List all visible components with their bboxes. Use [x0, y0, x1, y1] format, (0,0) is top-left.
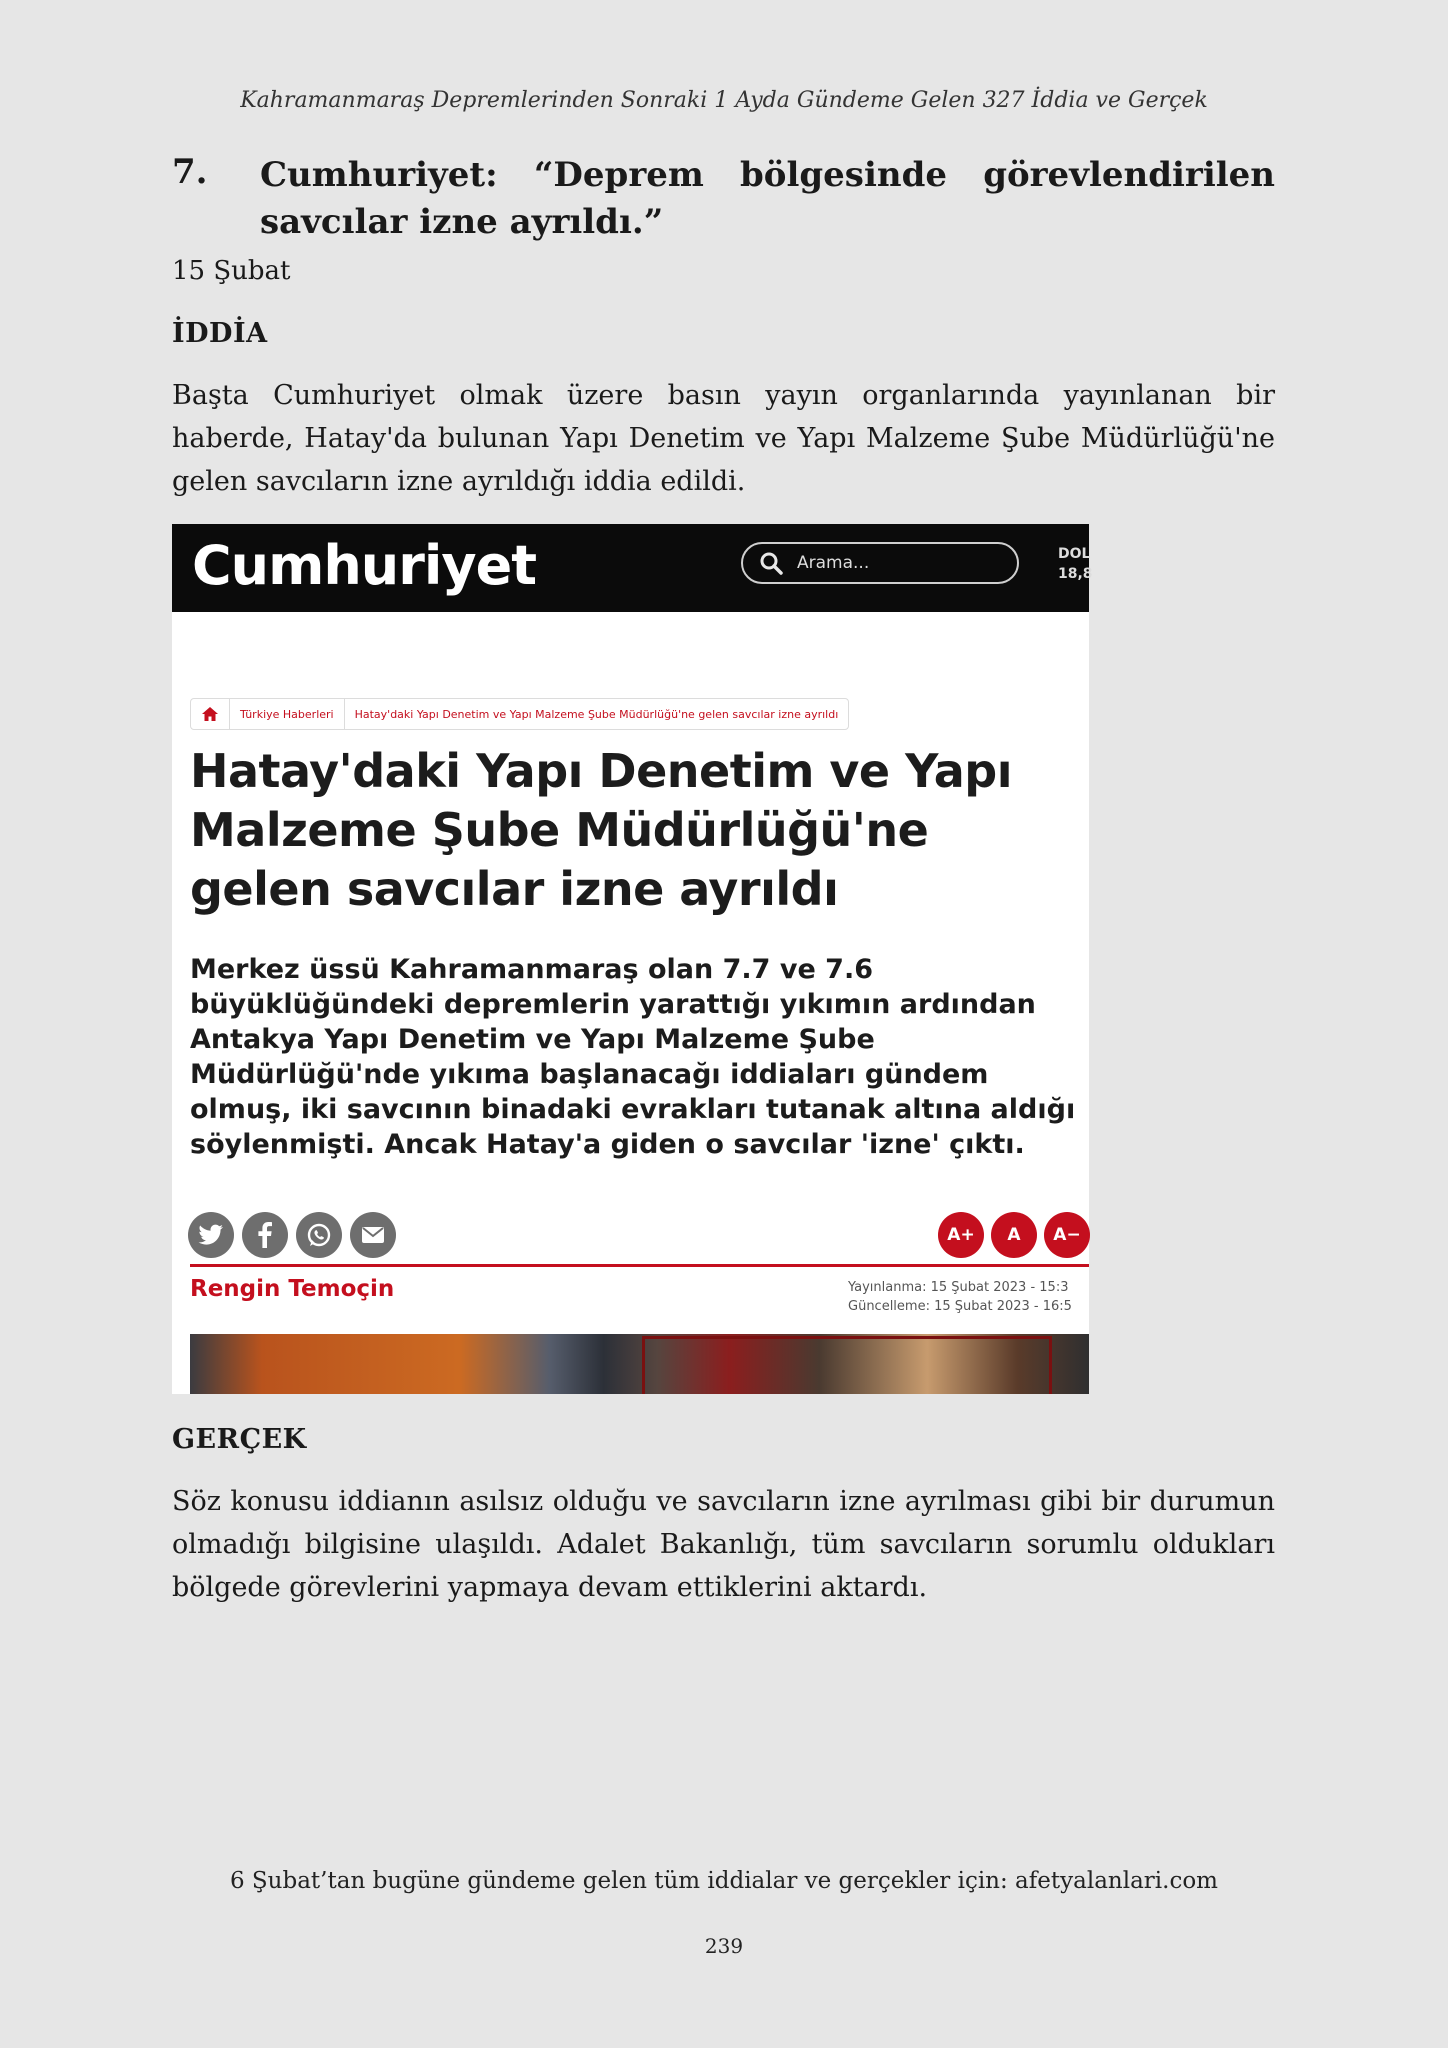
share-icons — [188, 1212, 396, 1258]
news-divider — [190, 1264, 1089, 1267]
home-icon — [201, 706, 219, 722]
fact-heading: GERÇEK — [172, 1424, 307, 1455]
news-publish-info — [848, 1278, 1108, 1316]
ticker-line-2: 18,8 — [1058, 566, 1093, 582]
running-header: Kahramanmaraş Depremlerinden Sonraki 1 Ayda Gündeme Gelen 327 İddia ve Gerçek — [240, 88, 1208, 113]
claim-text: Başta Cumhuriyet olmak üzere basın yayın organlarında yayınlanan bir haberde, Hatay'da bulunan Yapı Denetim ve Yapı Malzeme Şube Müdürlüğü'ne gelen savcıların izne ayrıldığı iddia edildi. — [172, 380, 1275, 497]
claim-title: Cumhuriyet: “Deprem bölgesinde görevlendirilen savcılar izne ayrıldı.” — [260, 155, 1275, 242]
ticker-line-1: DOL — [1058, 546, 1091, 562]
news-author: Rengin Temoçin — [190, 1276, 395, 1302]
news-corner-ticker — [1058, 544, 1093, 584]
email-icon — [350, 1212, 396, 1258]
font-size-buttons — [938, 1212, 1090, 1258]
search-icon — [759, 551, 783, 575]
breadcrumb-category: Türkiye Haberleri — [230, 699, 345, 729]
claim-heading: İDDİA — [172, 318, 268, 349]
page-number: 239 — [704, 1934, 744, 1958]
breadcrumb-home — [191, 699, 230, 729]
whatsapp-icon — [296, 1212, 342, 1258]
fact-text: Söz konusu iddianın asılsız olduğu ve savcıların izne ayrılması gibi bir durumun olmadığı bilgisine ulaşıldı. Adalet Bakanlığı, tüm savcıların sorumlu oldukları bölgede görevlerini yapmaya devam ettiklerini aktardı. — [172, 1486, 1275, 1603]
claim-number: 7. — [172, 152, 208, 192]
facebook-icon — [242, 1212, 288, 1258]
news-photo-inset — [642, 1336, 1052, 1394]
font-increase-button: A+ — [938, 1212, 984, 1258]
breadcrumb — [190, 698, 849, 730]
breadcrumb-article: Hatay'daki Yapı Denetim ve Yapı Malzeme Şube Müdürlüğü'ne gelen savcılar izne ayrıldı — [354, 707, 839, 721]
news-topbar — [172, 524, 1093, 612]
news-search-placeholder: Arama... — [797, 553, 870, 573]
news-logo: Cumhuriyet — [192, 534, 537, 597]
footer-note: 6 Şubat’tan bugüne gündeme gelen tüm iddialar ve gerçekler için: afetyalanlari.com — [229, 1868, 1218, 1894]
news-search-box — [741, 542, 1019, 584]
news-lead: Merkez üssü Kahramanmaraş olan 7.7 ve 7.6 büyüklüğündeki depremlerin yarattığı yıkımın ardından Antakya Yapı Denetim ve Yapı Malzeme Şube Müdürlüğü'nde yıkıma başlanacağı iddiaları gündem olmuş, iki savcının binadaki evrakları tutanak altına aldığı söylenmişti. Ancak Hatay'a giden o savcılar 'izne' çıktı. — [190, 954, 1076, 1160]
news-updated: Güncelleme: 15 Şubat 2023 - 16:5 — [848, 1299, 1072, 1314]
claim-title-row — [172, 152, 1275, 246]
news-screenshot — [172, 524, 1093, 1394]
news-published: Yayınlanma: 15 Şubat 2023 - 15:3 — [848, 1280, 1069, 1295]
twitter-icon — [188, 1212, 234, 1258]
font-decrease-button: A− — [1044, 1212, 1090, 1258]
news-headline: Hatay'daki Yapı Denetim ve Yapı Malzeme Şube Müdürlüğü'ne gelen savcılar izne ayrıldı — [190, 744, 1012, 916]
font-reset-button: A — [991, 1212, 1037, 1258]
claim-date: 15 Şubat — [172, 256, 291, 286]
